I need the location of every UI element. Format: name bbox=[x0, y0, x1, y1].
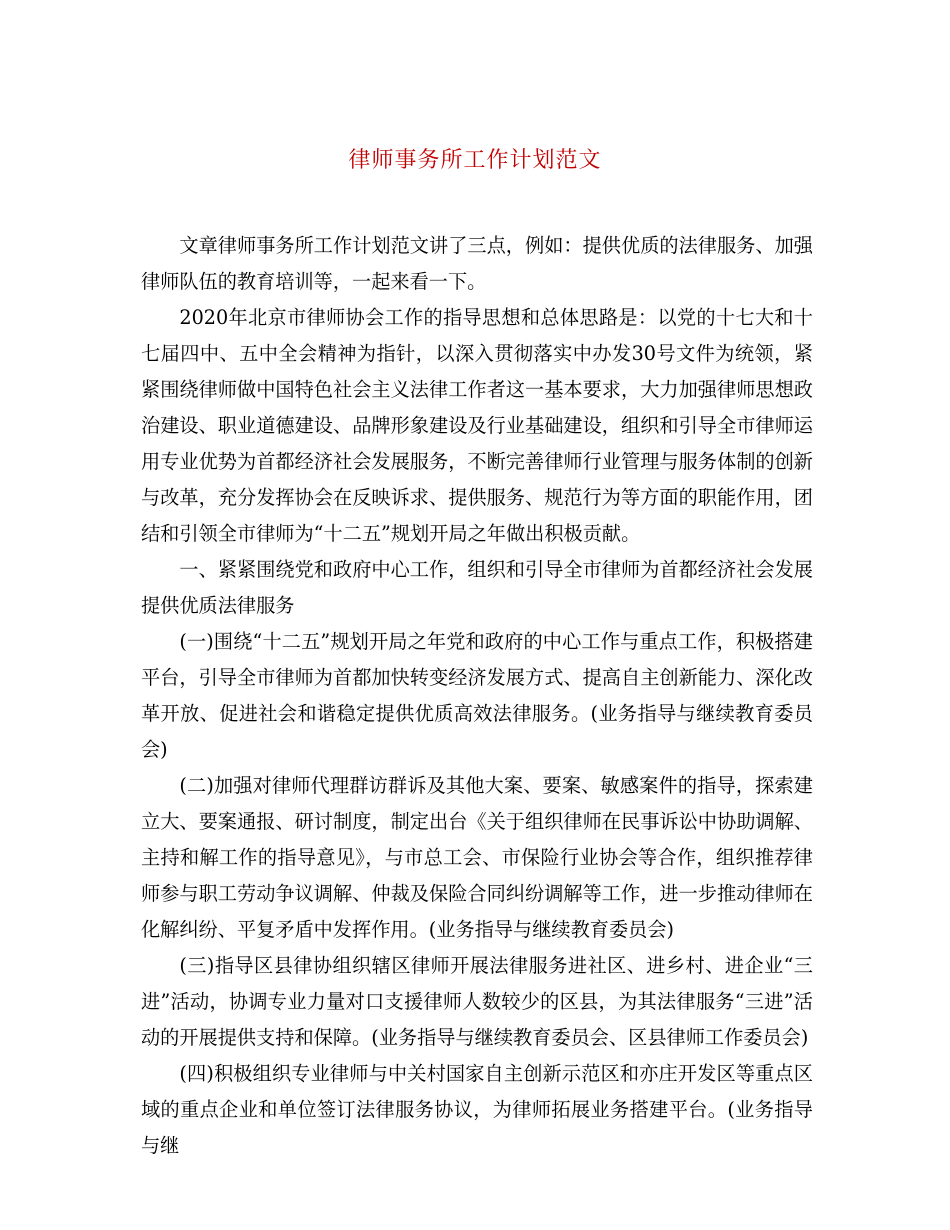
paragraph-item-4: (四)积极组织专业律师与中关村国家自主创新示范区和亦庄开发区等重点区域的重点企业和单位签订法律服务协议，为律师拓展业务搭建平台。(业务指导与继 bbox=[141, 1062, 813, 1157]
paragraph-item-2: (二)加强对律师代理群访群诉及其他大案、要案、敏感案件的指导，探索建立大、要案通报、研讨制度，制定出台《关于组织律师在民事诉讼中协助调解、主持和解工作的指导意见》，与市总工会、市保险行业协会等合作，组织推荐律师参与职工劳动争议调解、仲裁及保险合同纠纷调解等工作，进一步推动律师在化解纠纷、平复矛盾中发挥作用。(业务指导与继续教育委员会) bbox=[141, 774, 813, 941]
document-body bbox=[141, 228, 813, 1164]
paragraph-guiding-thought: 2020年北京市律师协会工作的指导思想和总体思路是：以党的十七大和十七届四中、五中全会精神为指针，以深入贯彻落实中办发30号文件为统领，紧紧围绕律师做中国特色社会主义法律工作者这一基本要求，大力加强律师思想政治建设、职业道德建设、品牌形象建设及行业基础建设，组织和引导全市律师运用专业优势为首都经济社会发展服务，不断完善律师行业管理与服务体制的创新与改革，充分发挥协会在反映诉求、提供服务、规范行为等方面的职能作用，团结和引领全市律师为“十二五”规划开局之年做出积极贡献。 bbox=[141, 306, 813, 545]
document-title: 律师事务所工作计划范文 bbox=[348, 148, 602, 173]
paragraph-item-1: (一)围绕“十二五”规划开局之年党和政府的中心工作与重点工作，积极搭建平台，引导全市律师为首都加快转变经济发展方式、提高自主创新能力、深化改革开放、促进社会和谐稳定提供优质高效法律服务。(业务指导与继续教育委员会) bbox=[141, 630, 813, 761]
paragraph-section-one-heading: 一、紧紧围绕党和政府中心工作，组织和引导全市律师为首都经济社会发展提供优质法律服务 bbox=[141, 558, 813, 617]
paragraph-item-3: (三)指导区县律协组织辖区律师开展法律服务进社区、进乡村、进企业“三进”活动，协调专业力量对口支援律师人数较少的区县，为其法律服务“三进”活动的开展提供支持和保障。(业务指导与继续教育委员会、区县律师工作委员会) bbox=[141, 954, 813, 1049]
paragraph-intro: 文章律师事务所工作计划范文讲了三点，例如：提供优质的法律服务、加强律师队伍的教育培训等，一起来看一下。 bbox=[141, 234, 813, 293]
